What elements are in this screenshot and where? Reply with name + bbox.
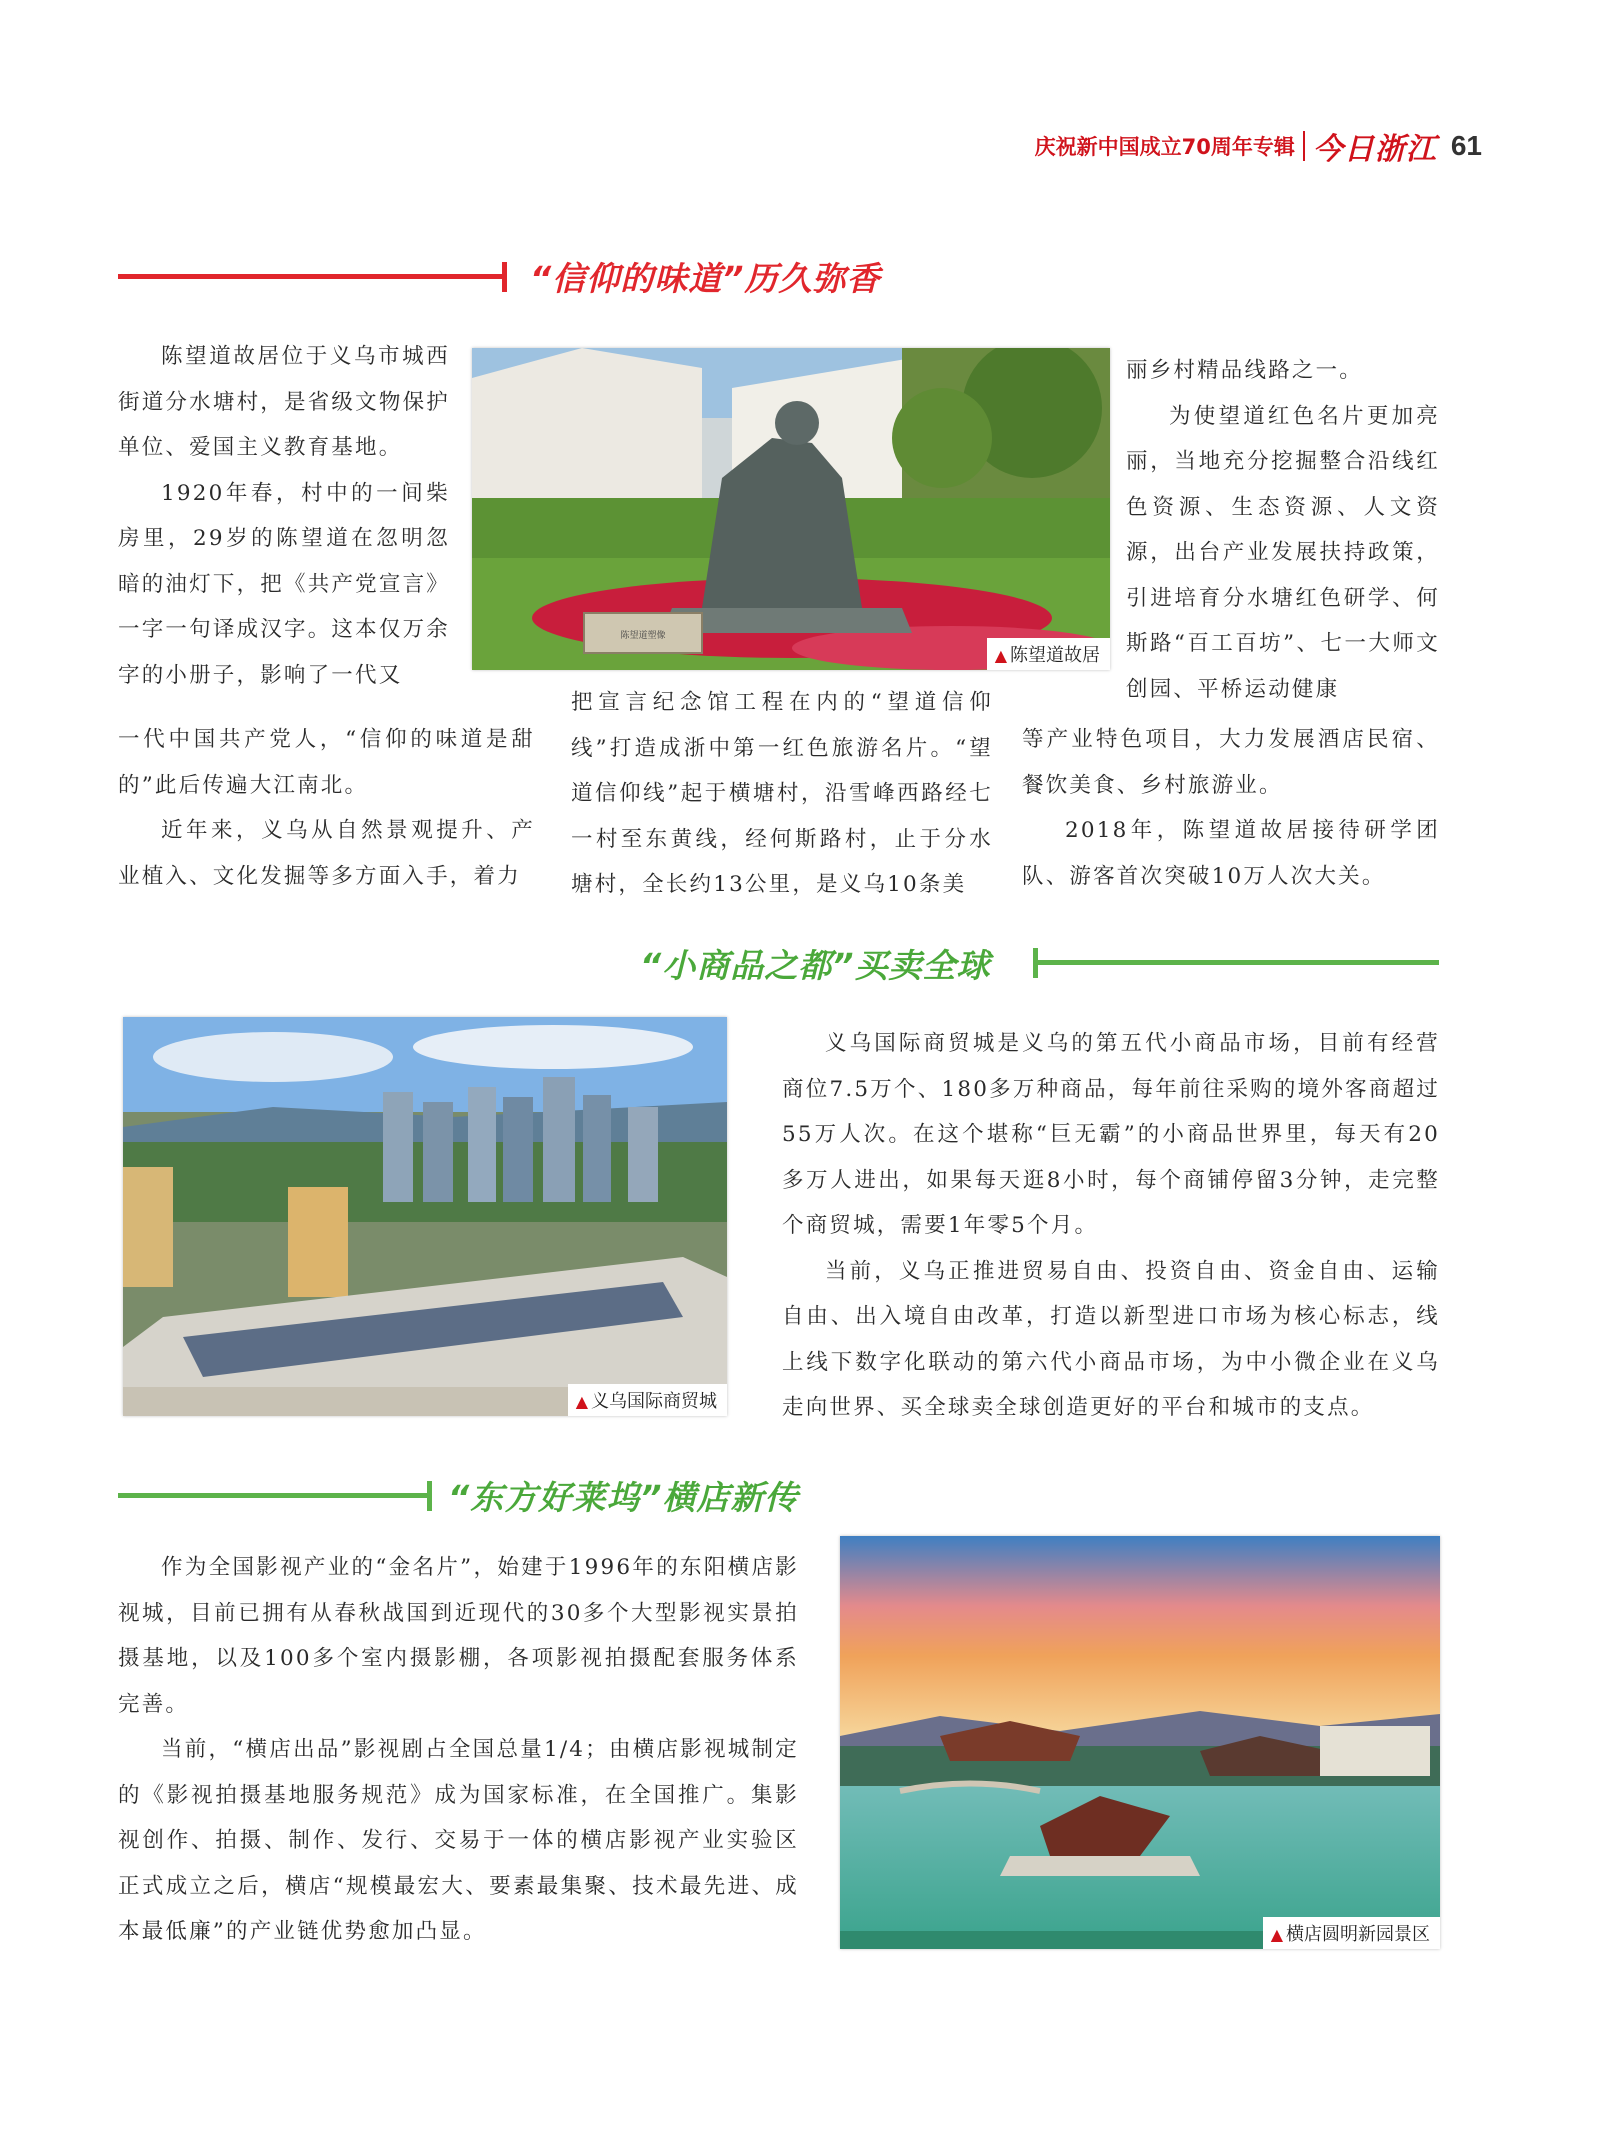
svg-text:陈望道塑像: 陈望道塑像 — [620, 631, 666, 641]
paragraph: 当前，义乌正推进贸易自由、投资自由、资金自由、运输自由、出入境自由改革，打造以新型进口市场为核心标志，线上线下数字化联动的第六代小商品市场，为中小微企业在义乌走向世界、买全球卖全球创造更好的平台和城市的支点。 — [782, 1258, 1440, 1420]
caption-triangle-icon: ▲ — [1270, 1925, 1283, 1944]
statue-courtyard-image — [472, 348, 1110, 670]
paragraph: 一代中国共产党人，“信仰的味道是甜的”此后传遍大江南北。 — [118, 727, 535, 798]
caption-triangle-icon: ▲ — [575, 1392, 588, 1411]
paragraph: 为使望道红色名片更加亮丽，当地充分挖掘整合沿线红色资源、生态资源、人文资源，出台产业发展扶持政策，引进培育分水塘红色研学、何斯路“百工百坊”、七一大师文创园、平桥运动健康 — [1126, 403, 1440, 702]
header-topic: 庆祝新中国成立70周年专辑 — [1034, 135, 1295, 159]
section2-text — [782, 1021, 1440, 1431]
section1-column3-wide — [1022, 717, 1440, 899]
section1-column1 — [118, 334, 450, 698]
section3-title: “东方好莱坞”横店新传 — [448, 1478, 799, 1517]
paragraph: 作为全国影视产业的“金名片”，始建于1996年的东阳横店影视城，目前已拥有从春秋战国到近现代的30多个大型影视实景拍摄基地，以及100多个室内摄影棚，各项影视拍摄配套服务体系完善。 — [118, 1555, 799, 1717]
paragraph: 近年来，义乌从自然景观提升、产业植入、文化发掘等多方面入手，着力 — [118, 818, 535, 889]
paragraph: 把宣言纪念馆工程在内的“望道信仰线”打造成浙中第一红色旅游名片。“望道信仰线”起于横塘村，沿雪峰西路经七一村至东黄线，经何斯路村，止于分水塘村，全长约13公里，是义乌10条美 — [571, 690, 993, 897]
section1-photo-caption: ▲ 陈望道故居 — [987, 638, 1110, 670]
page-number: 61 — [1450, 130, 1482, 161]
section1-rule-cap — [502, 262, 507, 292]
section1-title: “信仰的味道”历久弥香 — [530, 259, 881, 298]
caption-triangle-icon: ▲ — [994, 646, 1007, 665]
section3-rule-cap — [427, 1481, 432, 1511]
section1-photo — [472, 348, 1110, 670]
section2-rule — [1033, 960, 1439, 965]
section2-title: “小商品之都”买卖全球 — [640, 946, 991, 985]
paragraph: 义乌国际商贸城是义乌的第五代小商品市场，目前有经营商位7.5万个、180多万种商品，每年前往采购的境外客商超过55万人次。在这个堪称“巨无霸”的小商品世界里，每天有20多万人进出，如果每天逛8小时，每个商铺停留3分钟，走完整个商贸城，需要1年零5个月。 — [782, 1031, 1440, 1238]
section1-column3 — [1126, 348, 1440, 712]
paragraph: 陈望道故居位于义乌市城西街道分水塘村，是省级文物保护单位、爱国主义教育基地。 — [118, 344, 450, 460]
paragraph: 等产业特色项目，大力发展酒店民宿、餐饮美食、乡村旅游业。 — [1022, 727, 1440, 798]
trade-city-aerial-image — [123, 1017, 727, 1416]
section3-text — [118, 1545, 799, 1955]
page-header — [1035, 124, 1482, 168]
section2-photo-caption: ▲ 义乌国际商贸城 — [568, 1384, 727, 1416]
section3-photo — [840, 1536, 1440, 1949]
section2-photo — [123, 1017, 727, 1416]
section1-column1-wide — [118, 717, 535, 899]
magazine-logo: 今日浙江 — [1312, 132, 1437, 167]
section1-rule — [118, 274, 505, 279]
section3-rule — [118, 1493, 430, 1498]
section3-photo-caption: ▲ 横店圆明新园景区 — [1263, 1917, 1440, 1949]
hengdian-palace-sunset-image — [840, 1536, 1440, 1949]
section1-column2 — [571, 680, 993, 908]
paragraph: 1920年春，村中的一间柴房里，29岁的陈望道在忽明忽暗的油灯下，把《共产党宣言》一字一句译成汉字。这本仅万余字的小册子，影响了一代又 — [118, 480, 450, 688]
paragraph: 当前，“横店出品”影视剧占全国总量1/4；由横店影视城制定的《影视拍摄基地服务规范》成为国家标准，在全国推广。集影视创作、拍摄、制作、发行、交易于一体的横店影视产业实验区正式成立之后，横店“规模最宏大、要素最集聚、技术最先进、成本最低廉”的产业链优势愈加凸显。 — [118, 1737, 799, 1944]
paragraph: 丽乡村精品线路之一。 — [1126, 358, 1364, 383]
paragraph: 2018年，陈望道故居接待研学团队、游客首次突破10万人次大关。 — [1022, 818, 1440, 889]
header-divider — [1303, 131, 1305, 161]
